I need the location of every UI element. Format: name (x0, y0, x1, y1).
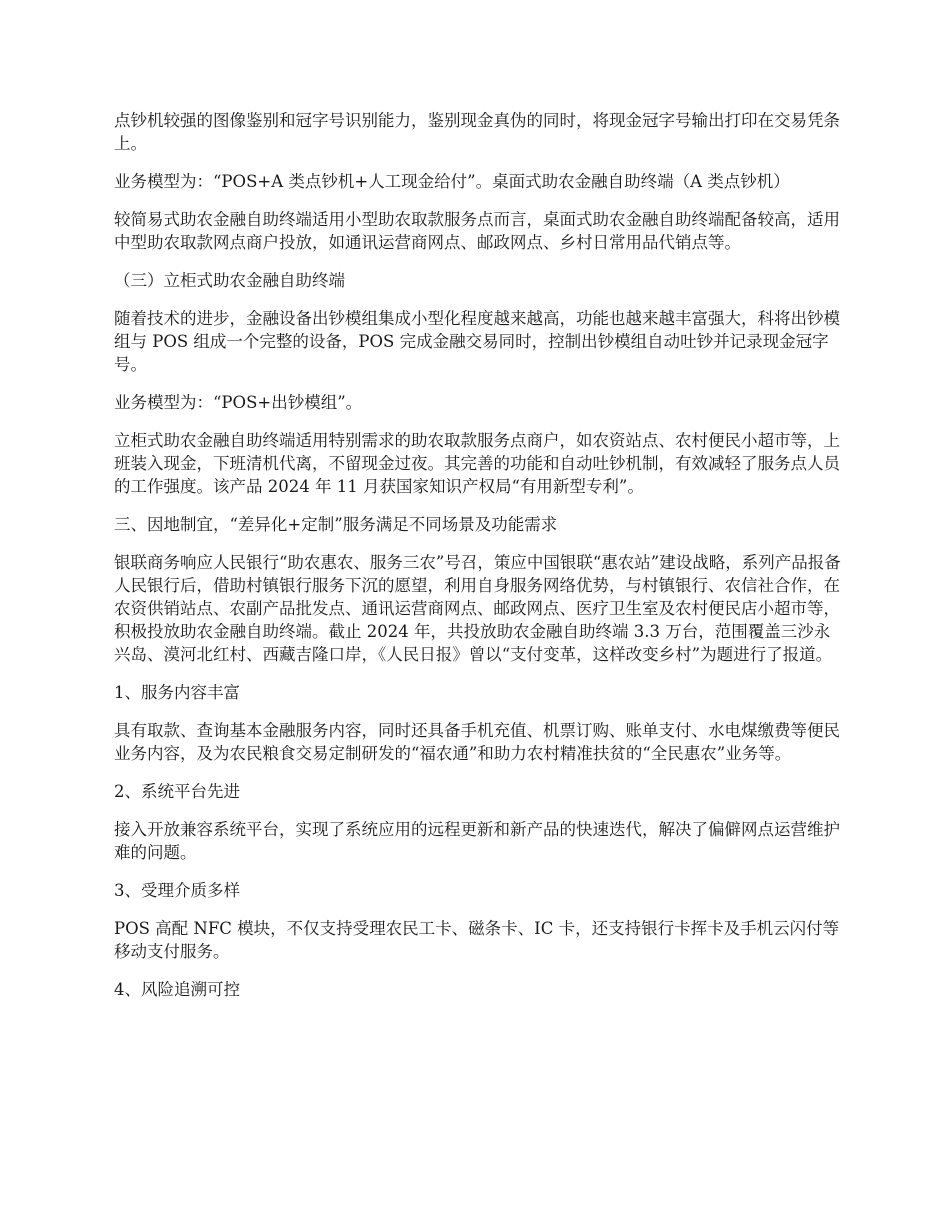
document-body (114, 109, 844, 1016)
subheading-service-content: 1、服务内容丰富 (114, 683, 240, 702)
section-heading-cabinet-terminal: （三）立柜式助农金融自助终端 (114, 271, 345, 290)
paragraph-acceptance-media: POS 高配 NFC 模块，不仅支持受理农民工卡、磁条卡、IC 卡，还支持银行卡挥卡及手机云闪付等移动支付服务。 (114, 919, 840, 961)
section-heading-differentiation: 三、因地制宜，“差异化+定制”服务满足不同场景及功能需求 (114, 515, 558, 534)
paragraph-desktop-terminal-usage: 较简易式助农金融自助终端适用小型助农取款服务点而言，桌面式助农金融自助终端配备较高，适用中型助农取款网点商户投放，如通讯运营商网点、邮政网点、乡村日常用品代销点等。 (114, 210, 840, 252)
paragraph-cabinet-terminal-usage: 立柜式助农金融自助终端适用特别需求的助农取款服务点商户，如农资站点、农村便民小超市等，上班装入现金，下班清机代离，不留现金过夜。其完善的功能和自动吐钞机制，有效减轻了服务点人员的工作强度。该产品 2024 年 11 月获国家知识产权局“有用新型专利”。 (114, 431, 840, 496)
paragraph-unionpay-response: 银联商务响应人民银行“助农惠农、服务三农”号召，策应中国银联“惠农站”建设战略，系列产品报备人民银行后，借助村镇银行服务下沉的愿望，利用自身服务网络优势，与村镇银行、农信社合作，在农资供销站点、农副产品批发点、通讯运营商网点、邮政网点、医疗卫生室及农村便民店小超市等，积极投放助农金融自助终端。截止 2024 年，共投放助农金融自助终端 3.3 万台，范围覆盖三沙永兴岛、漠河北红村、西藏吉隆口岸，《人民日报》曾以“支付变革，这样改变乡村”为题进行了报道。 (114, 553, 841, 664)
subheading-system-platform: 2、系统平台先进 (114, 782, 240, 801)
subheading-acceptance-media: 3、受理介质多样 (114, 881, 240, 900)
paragraph-service-content: 具有取款、查询基本金融服务内容，同时还具备手机充值、机票订购、账单支付、水电煤缴费等便民业务内容，及为农民粮食交易定制研发的“福农通”和助力农村精准扶贫的“全民惠农”业务等。 (114, 721, 840, 763)
subheading-risk-traceability: 4、风险追溯可控 (114, 980, 240, 999)
paragraph-system-platform: 接入开放兼容系统平台，实现了系统应用的远程更新和新产品的快速迭代，解决了偏僻网点运营维护难的问题。 (114, 820, 840, 862)
paragraph-banknote-recognition: 点钞机较强的图像鉴别和冠字号识别能力，鉴别现金真伪的同时，将现金冠字号输出打印在交易凭条上。 (114, 111, 840, 153)
paragraph-business-model-a: 业务模型为：“POS+A 类点钞机+人工现金给付”。桌面式助农金融自助终端（A 类点钞机） (114, 172, 790, 191)
paragraph-business-model-dispenser: 业务模型为：“POS+出钞模组”。 (114, 393, 363, 412)
paragraph-technology-progress: 随着技术的进步，金融设备出钞模组集成小型化程度越来越高，功能也越来越丰富强大，科将出钞模组与 POS 组成一个完整的设备，POS 完成金融交易同时，控制出钞模组自动吐钞并记录现金冠字号。 (114, 309, 840, 374)
